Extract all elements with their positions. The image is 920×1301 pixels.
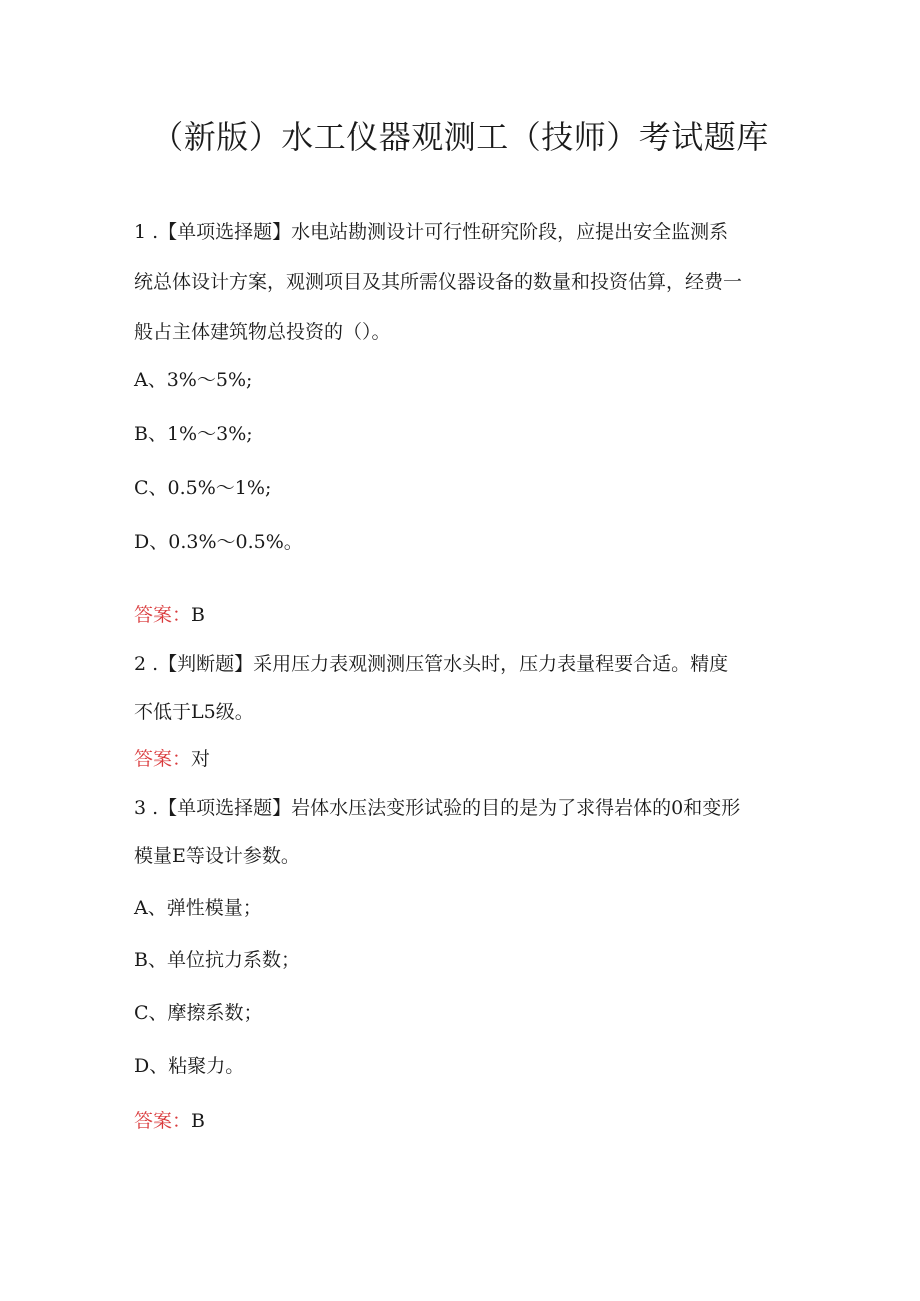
document-title: （新版）水工仪器观测工（技师）考试题库: [151, 118, 769, 156]
question-1-text-line-3: 般占主体建筑物总投资的（）。: [134, 321, 391, 343]
question-1-text-line-1: 1 .【单项选择题】水电站勘测设计可行性研究阶段，应提出安全监测系: [134, 221, 729, 243]
question-3-option-b: B、单位抗力系数；: [134, 949, 300, 971]
answer-value: B: [191, 1110, 205, 1132]
question-3-text-line-2: 模量E等设计参数。: [134, 845, 300, 867]
question-1-option-c: C、0.5%〜1%;: [134, 477, 272, 499]
question-2-answer: [134, 745, 794, 773]
question-1-option-a: A、3%〜5%;: [134, 369, 253, 391]
question-2-text-line-1: 2 .【判断题】采用压力表观测测压管水头时，压力表量程要合适。精度: [134, 653, 729, 675]
answer-value: 对: [191, 748, 211, 770]
question-1-answer: [134, 601, 794, 629]
answer-value: B: [191, 604, 205, 626]
answer-label: 答案：: [134, 1110, 192, 1132]
question-1-option-b: B、1%〜3%;: [134, 423, 253, 445]
question-3-option-a: A、弹性模量；: [134, 897, 262, 919]
question-2-text-line-2: 不低于L5级。: [134, 701, 254, 723]
question-1-text-line-2: 统总体设计方案，观测项目及其所需仪器设备的数量和投资估算，经费一: [134, 271, 743, 293]
answer-label: 答案：: [134, 604, 192, 626]
question-3-option-c: C、摩擦系数；: [134, 1002, 263, 1024]
answer-label: 答案：: [134, 748, 192, 770]
question-3-answer: [134, 1107, 794, 1135]
question-3-option-d: D、粘聚力。: [134, 1055, 245, 1077]
question-3-text-line-1: 3 .【单项选择题】岩体水压法变形试验的目的是为了求得岩体的0和变形: [134, 797, 741, 819]
question-1-option-d: D、0.3%〜0.5%。: [134, 531, 303, 553]
